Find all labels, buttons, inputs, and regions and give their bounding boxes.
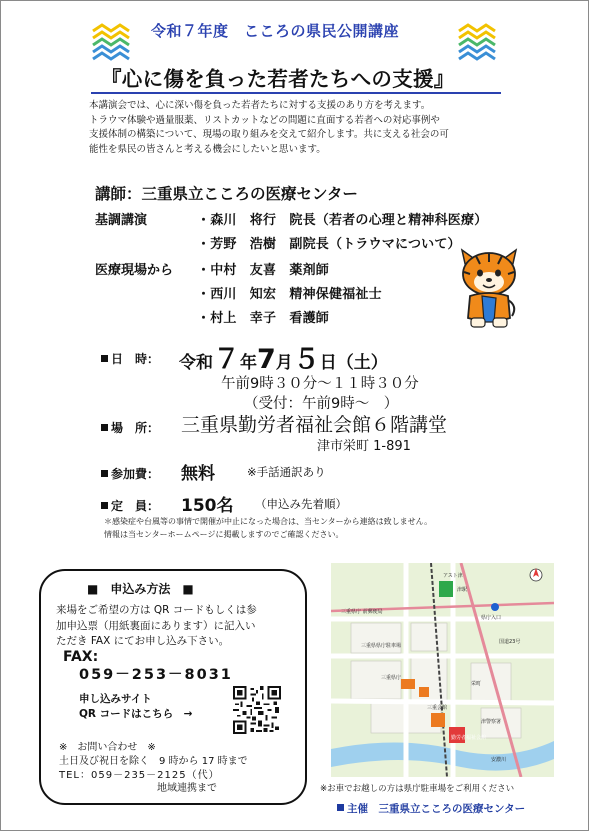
fee-note: ※手話通訳あり (247, 465, 326, 479)
map-note: ※お車でお越しの方は県庁駐車場をご利用ください (320, 784, 515, 794)
map-label-route23: 国道23号 (499, 639, 521, 645)
bullet-square-icon (101, 470, 108, 477)
program-person: ・村上 幸子 看護師 (197, 311, 330, 326)
map-label-mie-kaikan: 三重会館 (427, 705, 448, 711)
application-instructions (56, 603, 294, 650)
instruction-line: 来場をご希望の方は QR コードもしくは参 (56, 604, 257, 616)
intro-text (89, 99, 509, 157)
series-title: 令和７年度 こころの県民公開講座 (151, 22, 400, 40)
note-line: 情報は当センターホームページに掲載しますのでご確認ください。 (104, 529, 344, 539)
qr-code[interactable] (233, 686, 281, 734)
contact-heading: ※ お問い合わせ ※ (59, 742, 156, 753)
title-underline (91, 92, 501, 94)
chevron-logo-left (91, 23, 131, 61)
map-label-river: 安濃川 (491, 757, 507, 763)
instruction-line: ただき FAX にてお申し込み下さい。 (56, 635, 230, 647)
intro-line: 能性を県民の皆さんと考える機会にしたいと思います。 (89, 143, 326, 155)
chevron-logo-right (457, 23, 497, 61)
fax-number: 059－253－8031 (79, 667, 233, 683)
event-date: 令和７年7月５日（土） (179, 344, 388, 375)
intro-line: 本講演会では、心に深い傷を負った若者たちに対する支援のあり方を考えます。 (89, 100, 431, 111)
map-label-police: 津警察署 (481, 719, 502, 725)
intro-line: トラウマ体験や過量服薬、リストカットなどの問題に直面する若者への対応事例や (89, 114, 440, 126)
contact-info (59, 741, 248, 796)
bullet-square-icon (337, 804, 344, 811)
instruction-line: 加申込票（用紙裏面にあります）に記入い (56, 619, 256, 632)
event-capacity: 150名 (181, 496, 234, 516)
event-venue: 三重県勤労者福祉会館６階講堂 (181, 414, 448, 436)
map-label-venue: 勤労者福祉会館 (451, 735, 487, 741)
application-site-text (79, 692, 192, 722)
intro-line: 支援体制の構築について、現場の取り組みを交えて紹介します。共に支える社会の可 (89, 129, 449, 141)
bullet-square-icon (101, 355, 108, 362)
contact-hours: 土日及び祝日を除く 9 時から 17 時まで (59, 755, 248, 767)
date-label: 日 時： (101, 350, 159, 367)
fax-label: FAX: (63, 649, 99, 665)
main-title: 『心に傷を負った若者たちへの支援』 (101, 67, 455, 91)
access-map (331, 563, 554, 777)
program-person: ・芳野 浩樹 副院長（トラウマについて） (197, 237, 461, 252)
capacity-note: （申込み先着順） (255, 497, 347, 511)
site-line: QR コードはこちら → (79, 708, 193, 720)
program-person: ・西川 知宏 精神保健福祉士 (197, 287, 382, 302)
tiger-mascot-illustration (456, 246, 522, 331)
contact-tel: TEL：059－235－2125（代） (59, 769, 220, 781)
bullet-square-icon (101, 424, 108, 431)
capacity-label: 定 員： (101, 497, 159, 514)
event-fee: 無料 (181, 464, 215, 484)
map-label-sakae: 栄町 (471, 681, 482, 687)
program-group-field: 医療現場から (95, 263, 174, 278)
map-label-ast: アスト津 (443, 573, 463, 579)
bullet-square-icon (101, 502, 108, 509)
map-label-post: 三重県庁 前郵便局 (341, 609, 383, 615)
event-time: 午前9時３０分～１１時３０分 (221, 376, 419, 392)
lecturer-heading: 講師：三重県立こころの医療センター (95, 185, 358, 203)
site-line: 申し込みサイト (79, 693, 152, 705)
map-label-prefecture: 三重県庁 (381, 675, 402, 681)
event-reception: （受付：午前9時～ ） (244, 396, 399, 412)
fee-label: 参加費： (101, 465, 159, 482)
host-organizer: 主催 三重県立こころの医療センター (337, 801, 525, 816)
venue-label: 場 所： (101, 419, 159, 436)
program-person: ・森川 将行 院長（若者の心理と精神科医療） (197, 213, 488, 228)
program-person: ・中村 友喜 薬剤師 (197, 263, 330, 278)
map-label-parking: 三重県県庁駐車場 (361, 643, 402, 649)
map-label-entrance: 県庁入口 (481, 615, 502, 621)
program-group-keynote: 基調講演 (95, 213, 148, 228)
application-heading: ■ 申込み方法 ■ (87, 582, 194, 596)
event-address: 津市栄町 1-891 (317, 439, 411, 454)
contact-dept: 地域連携まで (157, 783, 217, 795)
note-line: ＊感染症や台風等の事情で開催が中止になった場合は、当センターから連絡は致しません。 (104, 517, 433, 526)
cancellation-notes (104, 516, 432, 541)
map-label-station: 津駅 (457, 587, 468, 593)
